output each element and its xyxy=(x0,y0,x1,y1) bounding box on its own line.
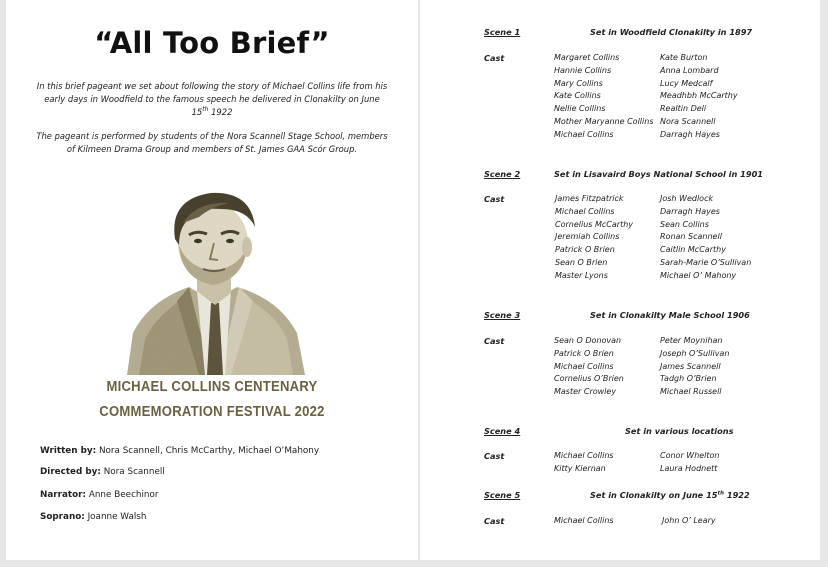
credit-written-by xyxy=(40,446,319,456)
scene-4-roles xyxy=(554,450,614,476)
role-item: Cornelius McCarthy xyxy=(555,219,634,229)
actor-item: Josh Wedlock xyxy=(660,194,714,203)
role-item: Michael Collins xyxy=(555,206,615,216)
scene-2-actors xyxy=(660,193,751,282)
credit-directed-by xyxy=(40,467,165,477)
role-item: Michael Collins xyxy=(554,129,614,139)
actor-item: Conor Whelton xyxy=(660,451,720,460)
role-item: Nellie Collins xyxy=(554,104,606,113)
actor-item: Michael O’ Mahony xyxy=(660,270,737,280)
role-item: Hannie Collins xyxy=(554,65,612,75)
credit-value: Joanne Walsh xyxy=(84,512,147,522)
scene-4-title: Set in various locations xyxy=(625,426,734,436)
left-page xyxy=(6,0,418,560)
scene-4-actors xyxy=(660,450,720,476)
role-item: Mary Collins xyxy=(554,78,603,88)
scene-1-title: Set in Woodfield Clonakilty in 1897 xyxy=(590,27,753,37)
role-item: Patrick O Brien xyxy=(555,245,615,254)
credit-value: Anne Beechinor xyxy=(86,490,159,500)
intro-1-text: In this brief pageant we set about following the story of Michael Collins life from his early days in Woodfield to the famous speech he delivered in Clonakilty on June 15 xyxy=(36,81,388,118)
scene-5-label: Scene 5 xyxy=(484,490,521,500)
actor-item: John O’ Leary xyxy=(662,516,716,525)
actor-item: Realtin Deli xyxy=(660,104,707,113)
role-item: Master Lyons xyxy=(555,270,608,280)
scene-5-roles xyxy=(554,515,614,528)
scene-5-title-text: Set in Clonakilty on June 15 xyxy=(590,490,718,500)
intro-paragraph-2: The pageant is performed by students of the Nora Scannell Stage School, members of Kilmeen Drama Group and members of St. James GAA Scór Group. xyxy=(36,131,388,155)
page-title: “All Too Brief” xyxy=(94,26,330,60)
scene-5-title-superscript: th xyxy=(717,490,725,497)
credit-narrator xyxy=(40,490,159,500)
actor-item: Sarah-Marie O’Sullivan xyxy=(660,257,752,267)
role-item: Jeremiah Collins xyxy=(555,232,620,242)
credit-value: Nora Scannell, Chris McCarthy, Michael O’Mahony xyxy=(96,446,320,456)
michael-collins-portrait xyxy=(119,183,312,375)
credit-label: Written by: xyxy=(40,446,97,456)
actor-item: Peter Moynihan xyxy=(660,336,723,345)
actor-item: Joseph O’Sullivan xyxy=(660,348,730,358)
scene-2-cast-label: Cast xyxy=(484,194,505,204)
actor-item: Darragh Hayes xyxy=(660,206,720,216)
scene-4-cast-label: Cast xyxy=(484,451,505,461)
role-item: Cornelius O’Brien xyxy=(554,374,624,384)
credit-value: Nora Scannell xyxy=(100,467,165,477)
actor-item: Tadgh O’Brien xyxy=(660,374,717,384)
scene-4-label: Scene 4 xyxy=(484,426,521,436)
actor-item: Michael Russell xyxy=(660,387,722,396)
intro-paragraph-1 xyxy=(36,80,388,120)
credit-label: Narrator: xyxy=(40,490,87,500)
credit-label: Directed by: xyxy=(40,467,101,477)
role-item: Master Crowley xyxy=(554,387,617,396)
role-item: Michael Collins xyxy=(554,361,614,371)
role-item: Patrick O Brien xyxy=(554,348,614,358)
credit-label: Soprano: xyxy=(40,512,85,522)
scene-5-actors xyxy=(662,515,716,528)
scene-2-label: Scene 2 xyxy=(484,169,521,179)
right-page xyxy=(420,0,820,560)
actor-item: Laura Hodnett xyxy=(660,463,718,473)
role-item: Michael Collins xyxy=(554,516,614,525)
credit-soprano xyxy=(40,512,146,522)
scene-3-cast-label: Cast xyxy=(484,336,505,346)
actor-item: Darragh Hayes xyxy=(660,129,720,139)
actor-item: Sean Collins xyxy=(660,219,709,229)
scene-3-actors xyxy=(660,335,729,399)
scene-1-actors xyxy=(660,52,738,141)
actor-item: Anna Lombard xyxy=(660,65,719,75)
actor-item: Meadhbh McCarthy xyxy=(660,91,738,101)
scene-5-title-tail: 1922 xyxy=(724,490,750,500)
actor-item: James Scannell xyxy=(660,361,721,371)
intro-1-tail: 1922 xyxy=(208,107,233,118)
scene-3-roles xyxy=(554,335,624,399)
role-item: Kitty Kiernan xyxy=(554,463,606,473)
scene-2-title: Set in Lisavaird Boys National School in 1901 xyxy=(554,169,763,179)
scene-5-title xyxy=(590,490,750,500)
actor-item: Ronan Scannell xyxy=(660,232,722,242)
scene-5-cast-label: Cast xyxy=(484,516,505,526)
role-item: Michael Collins xyxy=(554,451,614,460)
actor-item: Nora Scannell xyxy=(660,116,716,126)
role-item: Sean O Brien xyxy=(555,257,608,267)
role-item: Sean O Donovan xyxy=(554,336,622,345)
role-item: James Fitzpatrick xyxy=(555,194,624,203)
role-item: Kate Collins xyxy=(554,91,601,101)
scene-1-roles xyxy=(554,52,653,141)
actor-item: Lucy Medcalf xyxy=(660,78,713,88)
scene-1-label: Scene 1 xyxy=(484,27,521,37)
actor-item: Kate Burton xyxy=(660,53,708,62)
scene-3-title: Set in Clonakilty Male School 1906 xyxy=(590,310,750,320)
intro-1-superscript: th xyxy=(202,106,209,114)
role-item: Mother Maryanne Collins xyxy=(554,116,654,126)
scene-3-label: Scene 3 xyxy=(484,310,521,320)
actor-item: Caitlin McCarthy xyxy=(660,245,726,254)
scene-1-cast-label: Cast xyxy=(484,53,505,63)
festival-title-line-1: MICHAEL COLLINS CENTENARY xyxy=(106,378,318,395)
role-item: Margaret Collins xyxy=(554,53,620,62)
festival-title-line-2: COMMEMORATION FESTIVAL 2022 xyxy=(99,403,325,420)
scene-2-roles xyxy=(555,193,633,282)
